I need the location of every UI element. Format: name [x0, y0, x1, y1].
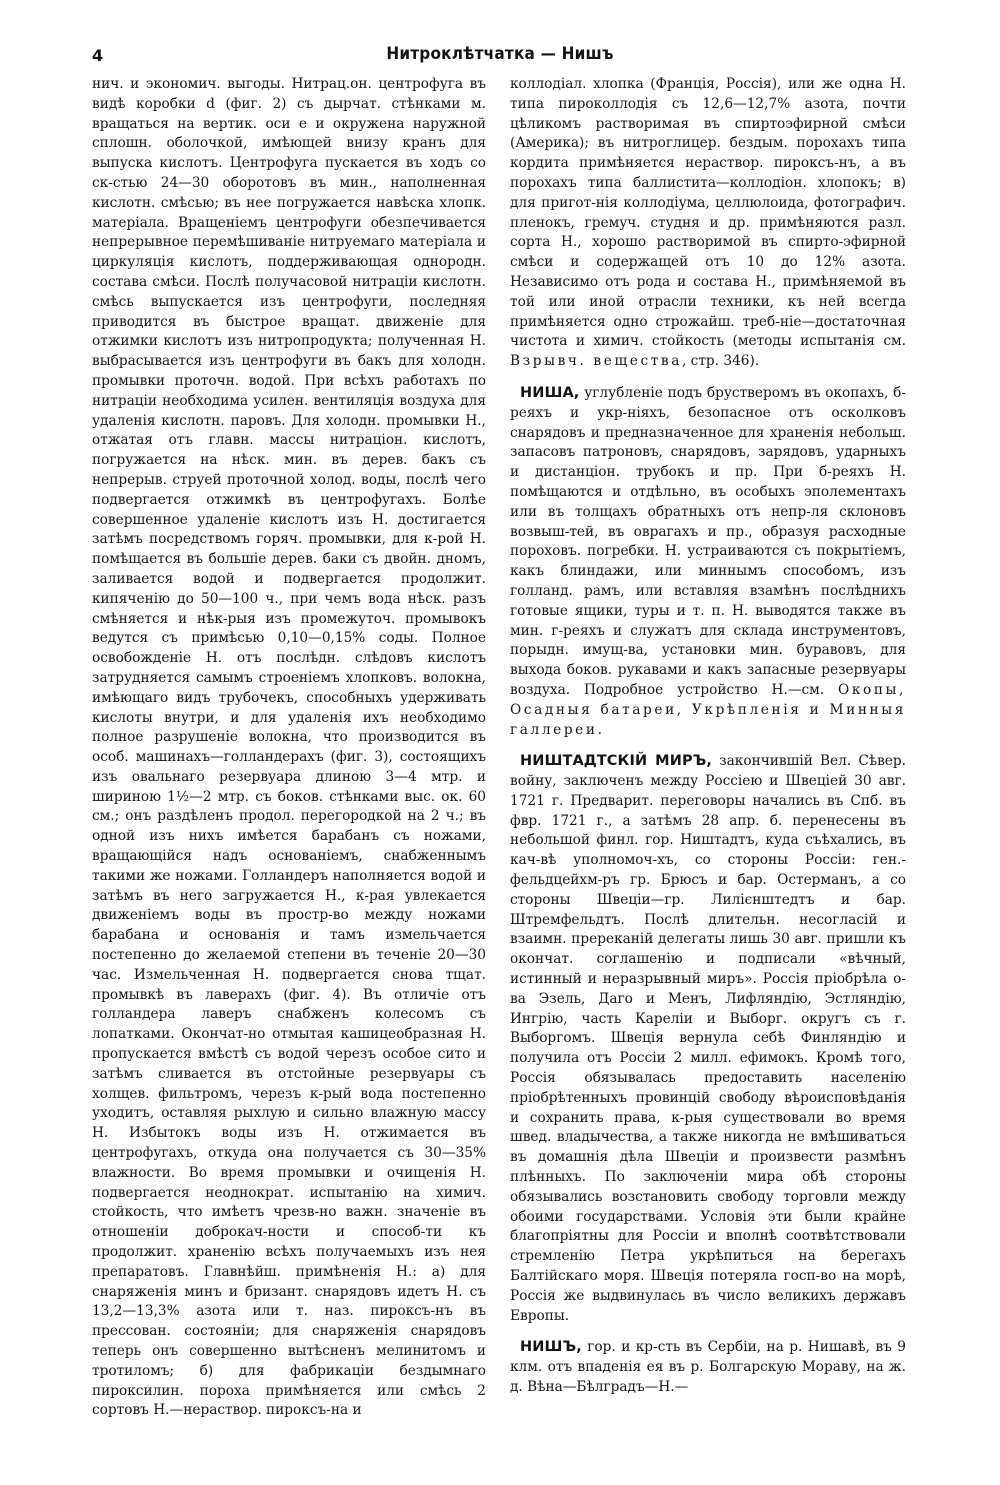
entry-text: гор. и кр-сть въ Сербіи, на р. Нишавѣ, въ 9 клм. отъ впаденія ея въ р. Болгарскую Мораву, на ж. д. Вѣна—Бѣлградъ—Н.— [510, 1339, 906, 1395]
entry-nystad-peace [510, 752, 906, 1326]
article-continuation-nitrocellulose: нич. и экономич. выгоды. Нитрац.он. центрофуга въ видѣ коробки d (фиг. 2) съ дырчат. стѣнками м. вращаться на вертик. оси e и окружена наружной сплошн. оболочкой, имѣющей внизу кранъ для выпуска кислотъ. Центрофуга пускается въ ходъ со ск-стью 24—30 оборотовъ въ мин., наполненная кислотн. смѣсью; въ нее погружается навѣска хлопк. матеріала. Вращеніемъ центрофуги обезпечивается непрерывное перемѣшиваніе нитруемаго матеріала и циркуляція кислотъ, поддерживающая однородн. состава смѣси. Послѣ получасовой нитраціи кислотн. смѣсь выпускается изъ центрофуги, последняя приводится въ быстрое вращат. движеніе для отжимки кислотъ изъ нитропродукта; полученная Н. выбрасывается изъ центрофуги въ бакъ для холодн. промывки проточн. водой. При всѣхъ работахъ по нитраціи необходима усилен. вентиляція воздуха для удаленія кислотн. паровъ. Для холодн. промывки Н., отжатая отъ главн. массы нитраціон. кислотъ, погружается на нѣск. мин. въ дерев. бакъ съ непрерыв. струей проточной холод. воды, послѣ чего подвергается отжимкѣ въ центрофугахъ. Болѣе совершенное удаленіе кислотъ изъ Н. достигается затѣмъ посредствомъ горяч. промывки, для к-рой Н. помѣщается въ большіе дерев. баки съ двойн. дномъ, заливается водой и подвергается продолжит. кипяченію до 50—100 ч., при чемъ вода нѣск. разъ смѣняется и нѣк-рыя изъ промежуточ. промывокъ ведутся съ примѣсью 0,10—0,15% соды. Полное освобожденіе Н. отъ послѣдн. слѣдовъ кислотъ затрудняется самымъ строеніемъ хлопковъ. волокна, имѣющаго видъ трубочекъ, способныхъ удерживать кислоты внутри, и для удаленія ихъ необходимо полное разрушеніе волокна, что производится въ особ. машинахъ—голландерахъ (фиг. 3), состоящихъ изъ овальнаго резервуара длиною 3—4 мтр. и шириною 1½—2 мтр. съ боков. стѣнками выс. ок. 60 см.; онъ раздѣленъ продол. перегородкой на 2 ч.; въ одной изъ нихъ имѣется барабанъ съ ножами, вращающійся надъ основаніемъ, снабженнымъ такими же ножами. Голландеръ наполняется водой и затѣмъ въ него загружается Н., к-рая увлекается движеніемъ воды въ простр-во между ножами барабана и основанія и тамъ измельчается постепенно до желаемой степени въ теченіе 20—30 час. Измельченная Н. подвергается снова тщат. промывкѣ въ лаверахъ (фиг. 4). Въ отличіе отъ голландера лаверъ снабженъ колесомъ съ лопатками. Окончат-но отмытая кашицеобразная Н. пропускается вмѣстѣ съ водой черезъ особое сито и затѣмъ сливается въ отстойные резервуары съ холщев. фильтромъ, черезъ к-рый вода постепенно уходитъ, оставляя рыхлую и сильно влажную массу Н. Избытокъ воды изъ Н. отжимается въ центрофугахъ, откуда она получается съ 30—35% влажности. Во время промывки и очищенія Н. подвергается неоднократ. испытанію на химич. стойкость, что имѣетъ чрезв-но важн. значеніе въ отношеніи доброкач-ности и способ-ти къ продолжит. храненію всѣхъ получаемыхъ изъ нея препаратовъ. Главнѣйш. примѣненія Н.: а) для снаряженія минъ и бризант. снарядовъ идетъ Н. съ 13,2—13,3% азота или т. наз. пироксъ-нъ въ прессован. состояніи; для снаряженія снарядовъ теперь онъ совершенно вытѣсненъ мелинитомъ и тротиломъ; б) для фабрикаціи бездымнаго пироксилин. пороха примѣняется или смѣсь 2 сортовъ Н.—нераствор. пироксъ-на и [92, 76, 486, 1419]
article-text: коллодіал. хлопка (Франція, Россія), или же одна Н. типа пироколлодія съ 12,6—12,7% азота, почти цѣликомъ растворимая въ спиртоэфирной смѣси (Америка); въ нитроглицер. бездым. порохахъ типа кордита примѣняется нераствор. пироксъ-нъ, а въ порохахъ типа баллистита—коллодіон. хлопокъ; в) для пригот-нія коллодіума, целлюлоида, фотографич. пленокъ, гремуч. студня и др. примѣняются разл. сорта Н., хорошо растворимой въ спирто-эфирной смѣси и содержащей отъ 10 до 12% азота. Независимо отъ рода и состава Н., примѣняемой въ той или иной отрасли техники, къ ней всегда примѣняется одно строжайш. треб-ніе—достаточная чистота и химич. стойкость (методы испытанія см. [510, 76, 906, 350]
cross-reference: Окопы, Осадныя батареи, Укрѣпленія и Минныя галлереи [510, 681, 906, 738]
entry-text-tail: . [597, 721, 602, 738]
entry-headword: НИШЪ, [520, 1339, 582, 1356]
cross-reference: Взрывч. вещества [510, 353, 682, 370]
left-column [92, 75, 486, 1421]
entry-text: углубленіе подъ брустверомъ въ окопахъ, б-реяхъ и укр-ніяхъ, безопасное отъ осколковъ снарядовъ и предназначенное для храненія небольш. запасовъ патроновъ, снарядовъ, зарядовъ, ударныхъ и дистанціон. трубокъ и пр. При б-реяхъ Н. помѣщаются и отдѣльно, въ особыхъ эполементахъ или въ толщахъ обратныхъ отъ непр-ля склоновъ возвыш-тей, въ оврагахъ и пр., образуя расходные пороховъ. погребки. Н. устраиваются съ покрытіемъ, какъ блиндажи, или миннымъ способомъ, изъ голланд. рамъ, или вставляя взамѣнъ послѣднихъ готовые ящики, туры и т. п. Н. выводятся также въ мин. г-реяхъ и служатъ для склада инструментовъ, порыдн. имущ-ва, установки мин. буравовъ, для выхода боков. рукавами и какъ запасные резервуары воздуха. Подробное устройство Н.—см. [510, 384, 906, 698]
entry-text: закончившій Вел. Сѣвер. войну, заключенъ между Россіею и Швеціей 30 авг. 1721 г. Предварит. переговоры начались въ Спб. въ фвр. 1721 г., а затѣмъ 28 апр. б. перенесены въ небольшой финл. гор. Ништадтъ, куда съѣхались, въ кач-вѣ уполномоч-хъ, со стороны Россіи: ген.-фельдцейхм-ръ гр. Брюсъ и бар. Остерманъ, а со стороны Швеціи—гр. Лилієнштедтъ и бар. Штремфельдтъ. Послѣ длительн. несогласій и взаимн. пререканій делегаты лишь 30 авг. пришли къ окончат. соглашенію и подписали «вѣчный, истинный и неразрывный миръ». Россія пріобрѣла о-ва Эзель, Даго и Менъ, Лифляндію, Эстляндію, Ингрію, часть Кареліи и Выборг. округъ съ г. Выборгомъ. Швеція вернула себѣ Финляндію и получила отъ Россіи 2 милл. ефимокъ. Кромѣ того, Россія обязывалась предоставить населенію пріобрѣтенныхъ провинцій свободу вѣроисповѣданія и сохранить права, к-рыя существовали во время швед. владычества, а также никогда не вмѣшиваться въ домашнія дѣла Швеціи и произвести размѣнъ плѣнныхъ. По заключеніи мира обѣ стороны обязывались возстановить свободу торговли между обоими государствами. Условія эти были крайне благопріятны для Россіи и вполнѣ соотвѣтствовали стремленію Петра укрѣпиться на берегахъ Балтійскаго моря. Швеція потеряла госп-во на морѣ, Россія же выдвинулась въ число великихъ державъ Европы. [510, 753, 906, 1324]
article-text-tail: , стр. 346). [681, 353, 760, 370]
entry-nisha [510, 384, 906, 740]
page-number: 4 [92, 46, 104, 65]
running-head: Нитроклѣтчатка — Нишъ [386, 44, 614, 64]
entry-nish [510, 1338, 906, 1397]
entry-headword: НИША, [520, 384, 580, 401]
right-column [510, 75, 906, 1398]
entry-headword: НИШТАДТСКІЙ МИРЪ, [520, 753, 713, 770]
article-continuation-end [510, 75, 906, 372]
